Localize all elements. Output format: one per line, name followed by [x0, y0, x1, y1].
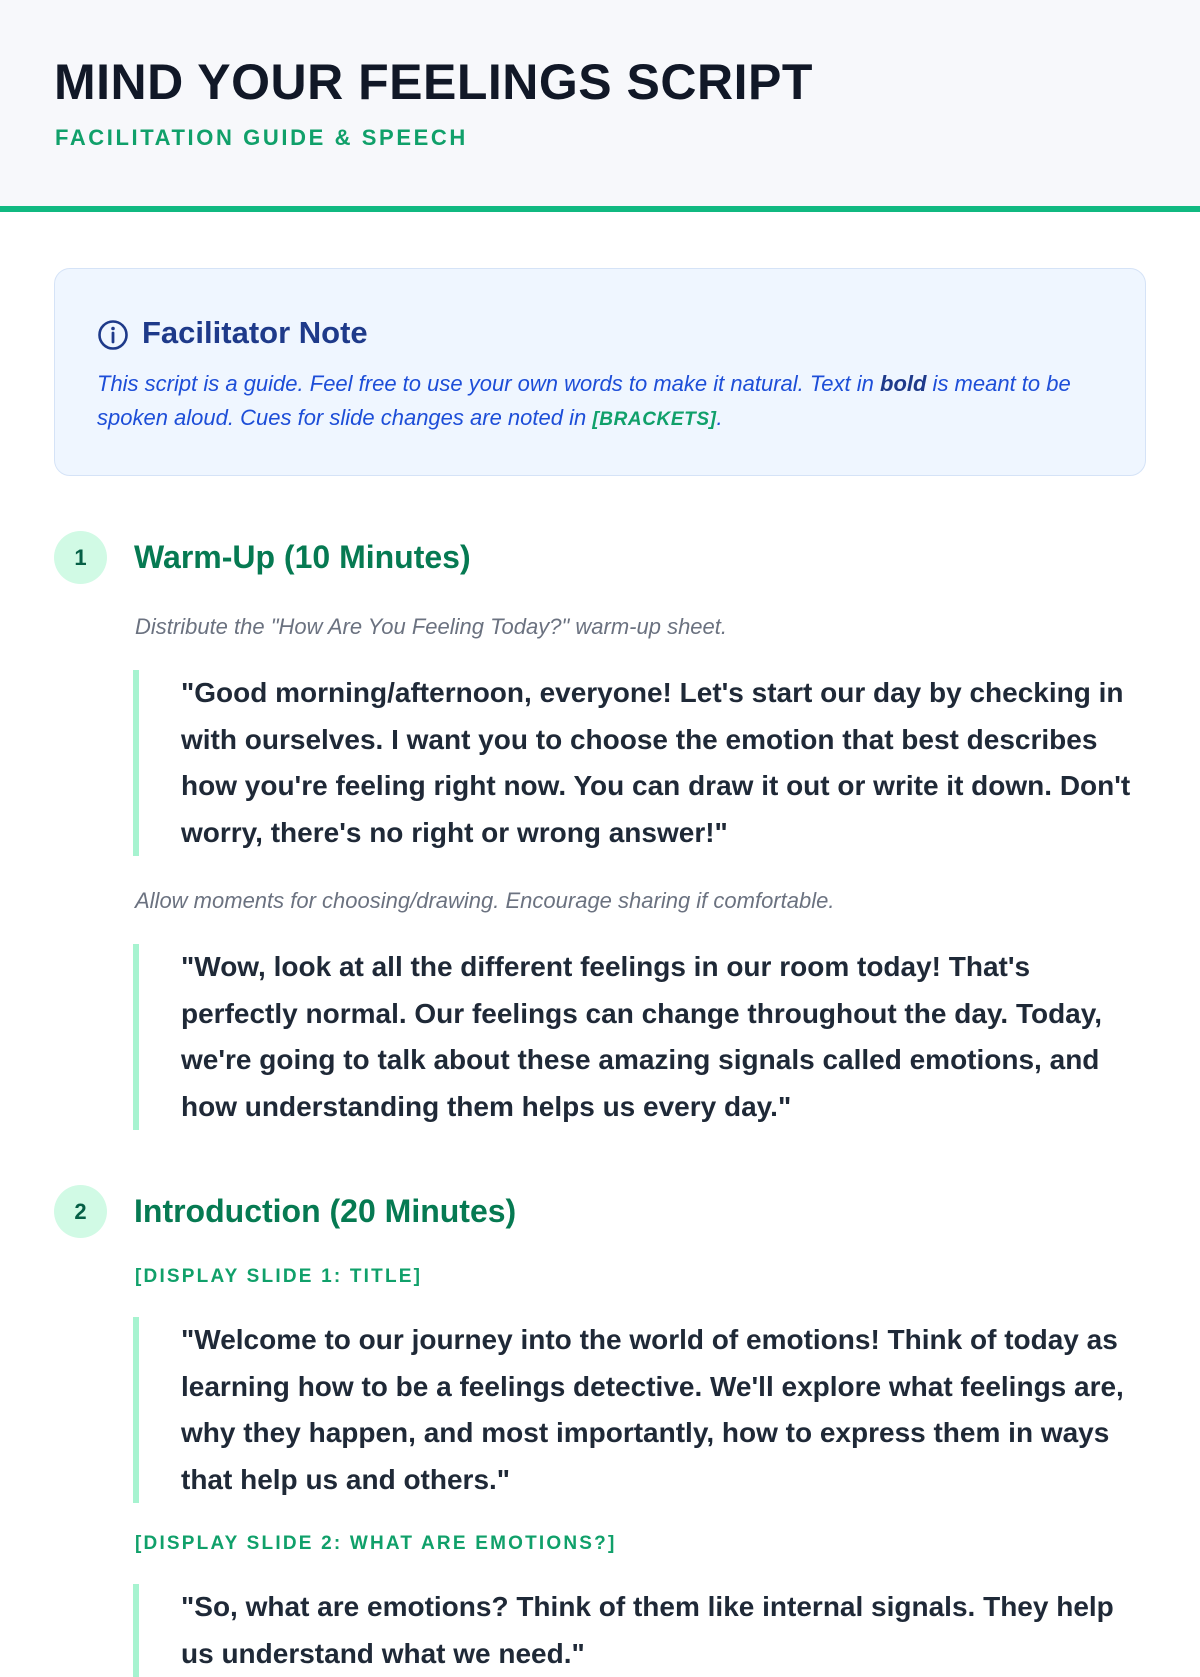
section-2-number-badge: 2: [54, 1185, 107, 1238]
spoken-quote: "Welcome to our journey into the world of emotions! Think of today as learning how to be a feelings detective. We'll explore what feelings are, why they happen, and most importantly, how to express them in ways that help us and others.": [133, 1317, 1145, 1503]
page-header: [0, 0, 1200, 212]
page-subtitle: FACILITATION GUIDE & SPEECH: [55, 125, 468, 150]
spoken-quote: "Wow, look at all the different feelings in our room today! That's perfectly normal. Our feelings can change throughout the day. Today, we're going to talk about these amazing signals called emotions, and how understanding them helps us every day.": [133, 944, 1145, 1130]
facilitator-note-text: [97, 367, 1107, 437]
facilitator-note-box: [54, 268, 1146, 476]
spoken-quote: "Good morning/afternoon, everyone! Let's start our day by checking in with ourselves. I want you to choose the emotion that best describes how you're feeling right now. You can draw it out or write it down. Don't worry, there's no right or wrong answer!": [133, 670, 1145, 856]
section-1-number-badge: 1: [54, 531, 107, 584]
stage-direction: Distribute the "How Are You Feeling Today?" warm-up sheet.: [135, 614, 728, 639]
spoken-quote: "So, what are emotions? Think of them like internal signals. They help us understand what we need.": [133, 1584, 1145, 1677]
note-bold-word: bold: [880, 371, 927, 396]
section-2-title: Introduction (20 Minutes): [134, 1193, 517, 1229]
facilitator-note-title: Facilitator Note: [142, 315, 368, 350]
page-title: MIND YOUR FEELINGS SCRIPT: [54, 54, 813, 110]
note-text-part-2: is meant to be spoken aloud. Cues for slide changes are noted in: [97, 371, 1071, 430]
note-text-part-3: .: [716, 405, 723, 430]
note-bracket-word: [BRACKETS]: [592, 409, 717, 430]
stage-direction: Allow moments for choosing/drawing. Encourage sharing if comfortable.: [135, 888, 835, 913]
info-icon: [97, 319, 129, 351]
slide-cue: [DISPLAY SLIDE 1: TITLE]: [135, 1266, 423, 1287]
note-text-part-1: This script is a guide. Feel free to use your own words to make it natural. Text in: [97, 371, 880, 396]
section-1-title: Warm-Up (10 Minutes): [134, 539, 471, 575]
slide-cue: [DISPLAY SLIDE 2: WHAT ARE EMOTIONS?]: [135, 1533, 617, 1554]
